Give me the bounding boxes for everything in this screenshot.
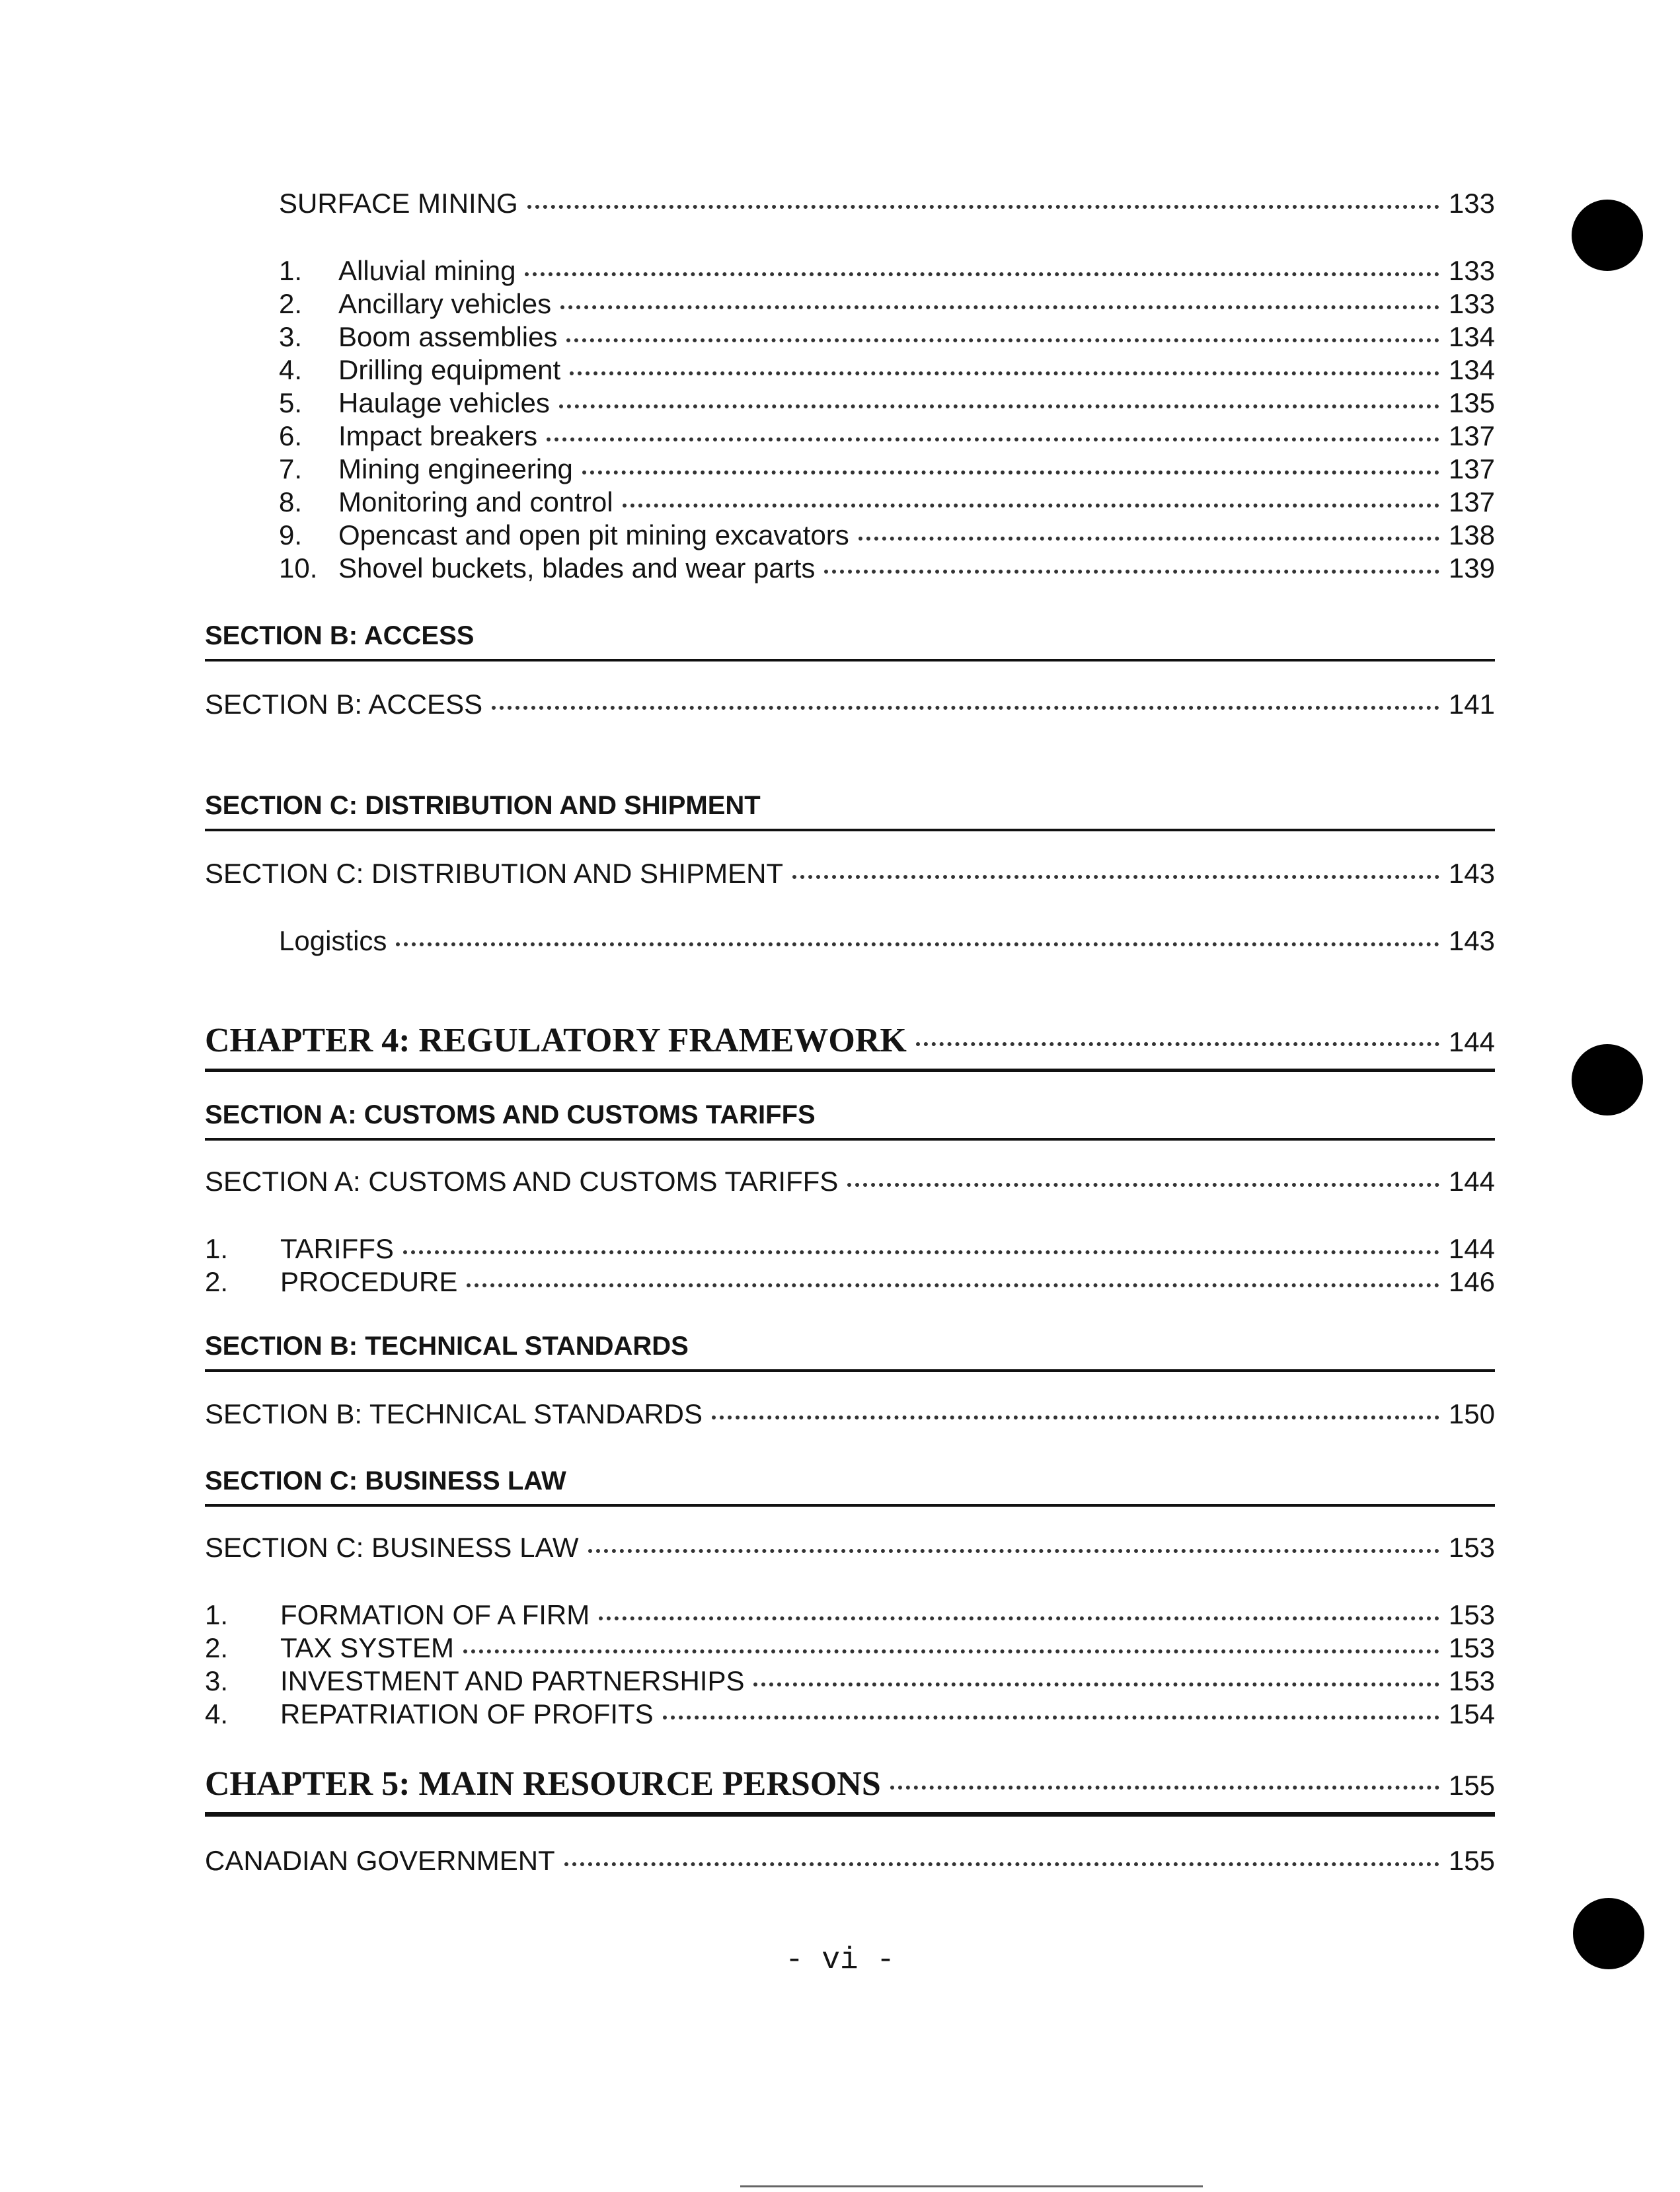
dot-leader — [525, 272, 1439, 276]
toc-page-number: 153 — [1448, 1599, 1495, 1630]
chapter-title: CHAPTER 5: MAIN RESOURCE PERSONS — [205, 1765, 881, 1803]
toc-item — [279, 320, 1495, 354]
toc-item — [279, 518, 1495, 552]
toc-entry-title: Drilling equipment — [338, 354, 561, 385]
item-number: 1. — [205, 1233, 229, 1264]
toc-page-number: 153 — [1448, 1532, 1495, 1563]
dot-leader — [712, 1416, 1439, 1419]
toc-page-number: 153 — [1448, 1665, 1495, 1696]
toc-item — [279, 353, 1495, 387]
toc-item — [205, 1598, 1495, 1632]
item-number: 7. — [279, 453, 303, 484]
toc-entry-surface-mining — [279, 186, 1495, 221]
toc-entry-title: SECTION A: CUSTOMS AND CUSTOMS TARIFFS — [205, 1166, 839, 1197]
toc-item — [279, 419, 1495, 453]
toc-entry-title: PROCEDURE — [280, 1266, 458, 1297]
dot-leader — [566, 338, 1439, 342]
toc-item — [205, 1697, 1495, 1731]
dot-leader — [792, 875, 1439, 879]
toc-entry-title: INVESTMENT AND PARTNERSHIPS — [280, 1665, 745, 1696]
toc-entry-title: Opencast and open pit mining excavators — [338, 519, 849, 550]
toc-entry-title: SECTION B: TECHNICAL STANDARDS — [205, 1398, 703, 1429]
toc-page-number: 153 — [1448, 1632, 1495, 1663]
toc-item — [279, 551, 1495, 586]
dot-leader — [588, 1549, 1439, 1553]
toc-page-number: 155 — [1448, 1770, 1495, 1801]
dot-leader — [560, 305, 1439, 309]
toc-entry-logistics — [279, 924, 1495, 958]
page-number-footer: - vi - — [785, 1943, 895, 1977]
item-number: 3. — [279, 321, 303, 352]
toc-item — [279, 452, 1495, 486]
toc-page-number: 133 — [1448, 255, 1495, 286]
dot-leader — [547, 437, 1439, 441]
toc-entry-distribution — [205, 856, 1495, 891]
item-number: 4. — [279, 354, 303, 385]
chapter-heading-5 — [205, 1764, 1495, 1817]
toc-entry-customs — [205, 1164, 1495, 1199]
toc-page-number: 144 — [1448, 1233, 1495, 1264]
dot-leader — [463, 1649, 1439, 1653]
item-number: 4. — [205, 1698, 229, 1729]
toc-page-number: 144 — [1448, 1026, 1495, 1057]
toc-page-number: 134 — [1448, 321, 1495, 352]
toc-entry-canadian-government — [205, 1844, 1495, 1878]
toc-item — [205, 1664, 1495, 1698]
toc-page-number: 143 — [1448, 858, 1495, 889]
toc-item — [279, 254, 1495, 288]
dot-leader — [396, 942, 1439, 946]
dot-leader — [599, 1616, 1439, 1620]
dot-leader — [527, 205, 1439, 209]
item-number: 9. — [279, 519, 303, 550]
dot-leader — [570, 371, 1439, 375]
dot-leader — [916, 1042, 1439, 1046]
toc-page-number: 135 — [1448, 387, 1495, 418]
toc-entry-title: Mining engineering — [338, 453, 573, 484]
dot-leader — [559, 404, 1439, 408]
toc-page-number: 134 — [1448, 354, 1495, 385]
dot-leader — [623, 504, 1439, 508]
toc-item — [279, 386, 1495, 420]
toc-entry-title: SECTION B: ACCESS — [205, 689, 483, 720]
chapter-title: CHAPTER 4: REGULATORY FRAMEWORK — [205, 1022, 907, 1059]
dot-leader — [582, 471, 1439, 474]
toc-page-number: 143 — [1448, 925, 1495, 956]
toc-page-number: 141 — [1448, 689, 1495, 720]
item-number: 10. — [279, 552, 318, 584]
toc-entry-title: Logistics — [279, 925, 387, 956]
item-number: 5. — [279, 387, 303, 418]
dot-leader — [753, 1682, 1439, 1686]
toc-page-number: 146 — [1448, 1266, 1495, 1297]
toc-entry-title: Ancillary vehicles — [338, 288, 552, 319]
dot-leader — [467, 1283, 1439, 1287]
toc-item — [279, 287, 1495, 321]
scan-edge-line — [740, 2185, 1203, 2187]
section-heading-distribution: SECTION C: DISTRIBUTION AND SHIPMENT — [205, 789, 1495, 831]
toc-item — [279, 485, 1495, 519]
toc-entry-title: Haulage vehicles — [338, 387, 550, 418]
toc-entry-access — [205, 687, 1495, 722]
punch-hole-icon — [1572, 200, 1643, 271]
dot-leader — [824, 570, 1439, 574]
dot-leader — [492, 706, 1439, 710]
toc-page-number: 150 — [1448, 1398, 1495, 1429]
toc-entry-business-law — [205, 1531, 1495, 1565]
toc-entry-title: TARIFFS — [280, 1233, 394, 1264]
toc-item — [205, 1232, 1495, 1266]
toc-entry-title: TAX SYSTEM — [280, 1632, 454, 1663]
toc-entry-title: SURFACE MINING — [279, 188, 518, 219]
toc-entry-title: CANADIAN GOVERNMENT — [205, 1845, 555, 1876]
section-heading-business-law: SECTION C: BUSINESS LAW — [205, 1464, 1495, 1507]
toc-item — [205, 1265, 1495, 1299]
item-number: 2. — [205, 1632, 229, 1663]
section-heading-access: SECTION B: ACCESS — [205, 619, 1495, 661]
toc-entry-title: SECTION C: DISTRIBUTION AND SHIPMENT — [205, 858, 784, 889]
item-number: 1. — [205, 1599, 229, 1630]
toc-page-number: 137 — [1448, 453, 1495, 484]
toc-item — [205, 1631, 1495, 1665]
dot-leader — [859, 537, 1439, 541]
item-number: 6. — [279, 420, 303, 451]
dot-leader — [564, 1862, 1439, 1866]
item-number: 3. — [205, 1665, 229, 1696]
toc-entry-title: SECTION C: BUSINESS LAW — [205, 1532, 579, 1563]
toc-page-number: 137 — [1448, 420, 1495, 451]
section-heading-customs: SECTION A: CUSTOMS AND CUSTOMS TARIFFS — [205, 1098, 1495, 1141]
dot-leader — [403, 1250, 1439, 1254]
toc-entry-title: Impact breakers — [338, 420, 538, 451]
toc-page-number: 133 — [1448, 188, 1495, 219]
dot-leader — [890, 1786, 1439, 1790]
item-number: 8. — [279, 486, 303, 517]
section-heading-technical: SECTION B: TECHNICAL STANDARDS — [205, 1330, 1495, 1372]
toc-page-number: 154 — [1448, 1698, 1495, 1729]
toc-entry-title: FORMATION OF A FIRM — [280, 1599, 590, 1630]
toc-entry-title: REPATRIATION OF PROFITS — [280, 1698, 654, 1729]
punch-hole-icon — [1573, 1898, 1644, 1969]
dot-leader — [847, 1183, 1439, 1187]
chapter-heading-4 — [205, 1021, 1495, 1072]
item-number: 2. — [205, 1266, 229, 1297]
toc-page-number: 144 — [1448, 1166, 1495, 1197]
toc-page-number: 155 — [1448, 1845, 1495, 1876]
toc-page-number: 137 — [1448, 486, 1495, 517]
toc-entry-title: Boom assemblies — [338, 321, 558, 352]
toc-entry-technical — [205, 1397, 1495, 1431]
punch-hole-icon — [1572, 1044, 1643, 1115]
toc-entry-title: Alluvial mining — [338, 255, 516, 286]
item-number: 2. — [279, 288, 303, 319]
toc-page-number: 138 — [1448, 519, 1495, 550]
item-number: 1. — [279, 255, 303, 286]
toc-entry-title: Shovel buckets, blades and wear parts — [338, 552, 816, 584]
toc-page-number: 133 — [1448, 288, 1495, 319]
toc-entry-title: Monitoring and control — [338, 486, 613, 517]
dot-leader — [663, 1716, 1439, 1720]
toc-page-number: 139 — [1448, 552, 1495, 584]
